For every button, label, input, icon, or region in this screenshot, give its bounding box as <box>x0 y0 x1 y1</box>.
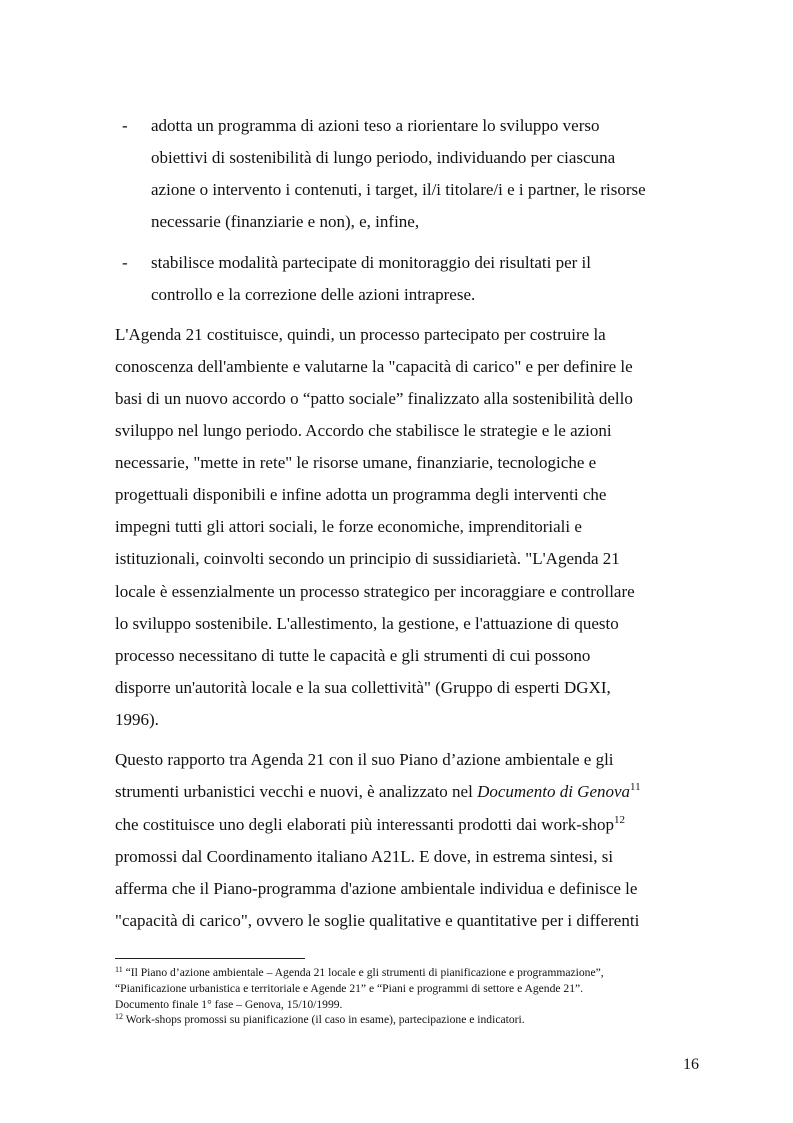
bullet-line: azione o intervento i contenuti, i target, il/i titolare/i e i partner, le risorse <box>151 180 646 199</box>
paragraph-line: locale è essenzialmente un processo strategico per incoraggiare e controllare <box>115 582 635 601</box>
paragraph-line: progettuali disponibili e infine adotta un programma degli interventi che <box>115 485 607 504</box>
page-number: 16 <box>683 1056 699 1073</box>
bullet-line: adotta un programma di azioni teso a riorientare lo sviluppo verso <box>151 116 600 135</box>
paragraph-line: L'Agenda 21 costituisce, quindi, un processo partecipato per costruire la <box>115 325 606 344</box>
footnote-line: $^{12}$ Work-shops promossi su pianificazione (il caso in esame), partecipazione e indicatori. <box>115 1012 525 1026</box>
paragraph-line: processo necessitano di tutte le capacità e gli strumenti di cui possono <box>115 646 591 665</box>
footnote-line: $^{11}$ “Il Piano d’azione ambientale – Agenda 21 locale e gli strumenti di pianificazione e programmazione”, <box>115 965 604 979</box>
paragraph-line: conoscenza dell'ambiente e valutarne la "capacità di carico" e per definire le <box>115 357 633 376</box>
bullet-dash: - <box>122 116 128 135</box>
paragraph-line: che costituisce uno degli elaborati più interessanti prodotti dai work-shop$^{12}$ <box>115 814 626 834</box>
bullet-line: stabilisce modalità partecipate di monitoraggio dei risultati per il <box>151 253 591 272</box>
paragraph-line: promossi dal Coordinamento italiano A21L. E dove, in estrema sintesi, si <box>115 847 614 866</box>
bullet-dash: - <box>122 253 128 272</box>
footnote-ref-11[interactable]: 11 <box>630 781 641 793</box>
paragraph-line: sviluppo nel lungo periodo. Accordo che stabilisce le strategie e le azioni <box>115 421 612 440</box>
bullet-line: necessarie (finanziarie e non), e, infine, <box>151 212 420 231</box>
document-title-italic: Documento di Genova <box>477 782 631 801</box>
paragraph-line: necessarie, "mette in rete" le risorse umane, finanziarie, tecnologiche e <box>115 453 597 472</box>
paragraph-line: Questo rapporto tra Agenda 21 con il suo Piano d’azione ambientale e gli <box>115 750 614 769</box>
paragraph-line: strumenti urbanistici vecchi e nuovi, è analizzato nel Documento di Genova$^{11}$ <box>115 781 641 801</box>
paragraph-line: disporre un'autorità locale e la sua collettività" (Gruppo di esperti DGXI, <box>115 678 611 697</box>
footnote-separator <box>115 958 305 959</box>
footnote-line: “Pianificazione urbanistica e territoriale e Agende 21” e “Piani e programmi di settore e Agende 21”. <box>115 982 584 995</box>
paragraph-line: basi di un nuovo accordo o “patto sociale” finalizzato alla sostenibilità dello <box>115 389 633 408</box>
paragraph-line: impegni tutti gli attori sociali, le forze economiche, imprenditoriali e <box>115 517 582 536</box>
paragraph-line: afferma che il Piano-programma d'azione ambientale individua e definisce le <box>115 879 638 898</box>
bullet-line: obiettivi di sostenibilità di lungo periodo, individuando per ciascuna <box>151 148 616 167</box>
paragraph-line: 1996). <box>115 710 159 729</box>
footnote-ref-12[interactable]: 12 <box>614 814 626 826</box>
paragraph-line: "capacità di carico", ovvero le soglie qualitative e quantitative per i differenti <box>115 911 640 930</box>
bullet-line: controllo e la correzione delle azioni intraprese. <box>151 285 476 304</box>
paragraph-line: istituzionali, coinvolti secondo un principio di sussidiarietà. "L'Agenda 21 <box>115 549 620 568</box>
footnote-line: Documento finale 1° fase – Genova, 15/10/1999. <box>115 998 343 1011</box>
paragraph-line: lo sviluppo sostenibile. L'allestimento, la gestione, e l'attuazione di questo <box>115 614 619 633</box>
